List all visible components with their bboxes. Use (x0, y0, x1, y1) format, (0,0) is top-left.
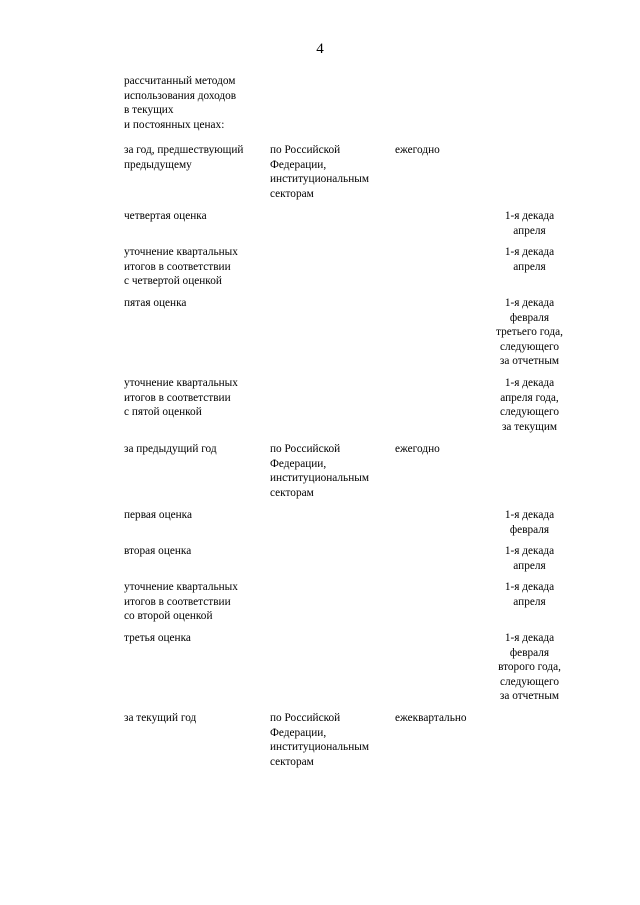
table-row (124, 376, 574, 442)
indicator-cell: уточнение квартальных итогов в соответствии с четвертой оценкой (124, 246, 238, 288)
indicator-cell: уточнение квартальных итогов в соответствии со второй оценкой (124, 581, 238, 623)
indicator-cell: уточнение квартальных итогов в соответствии с пятой оценкой (124, 377, 238, 419)
table-row (124, 143, 574, 209)
deadline-cell: 1-я декада апреля (504, 581, 555, 608)
level-cell: по Российской Федерации, институциональным секторам (270, 443, 369, 499)
table-row (124, 508, 574, 544)
indicator-cell: четвертая оценка (124, 210, 207, 222)
table-row (124, 711, 574, 773)
table-row (124, 442, 574, 508)
deadline-cell: 1-я декада февраля второго года, следующего за отчетным (498, 632, 561, 703)
indicator-cell: третья оценка (124, 632, 191, 644)
indicator-cell: рассчитанный методом использования доходов в текущих и постоянных ценах: (124, 75, 237, 131)
indicator-cell: вторая оценка (124, 545, 192, 557)
indicator-cell: за текущий год (124, 712, 197, 724)
indicator-cell: пятая оценка (124, 297, 187, 309)
table-row (124, 631, 574, 711)
level-cell: по Российской Федерации, институциональным секторам (270, 712, 369, 768)
deadline-cell: 1-я декада апреля года, следующего за текущим (499, 377, 560, 433)
deadline-cell: 1-я декада февраля (504, 509, 555, 536)
indicator-cell: за предыдущий год (124, 443, 217, 455)
deadline-cell: 1-я декада апреля (504, 210, 555, 237)
deadline-cell: 1-я декада апреля (504, 545, 555, 572)
table-row (124, 296, 574, 376)
periodicity-cell: ежегодно (395, 443, 440, 455)
table-row (124, 580, 574, 631)
periodicity-cell: ежегодно (395, 144, 440, 156)
indicator-table (124, 74, 574, 773)
indicator-cell: за год, предшествующий предыдущему (124, 144, 244, 171)
deadline-cell: 1-я декада февраля третьего года, следующего за отчетным (496, 297, 563, 368)
page-number: 4 (316, 41, 324, 57)
indicator-cell: первая оценка (124, 509, 193, 521)
level-cell: по Российской Федерации, институциональным секторам (270, 144, 369, 200)
table-row (124, 245, 574, 296)
table-row (124, 74, 574, 143)
deadline-cell: 1-я декада апреля (504, 246, 555, 273)
table-row (124, 209, 574, 245)
table-row (124, 544, 574, 580)
periodicity-cell: ежеквартально (395, 712, 467, 724)
